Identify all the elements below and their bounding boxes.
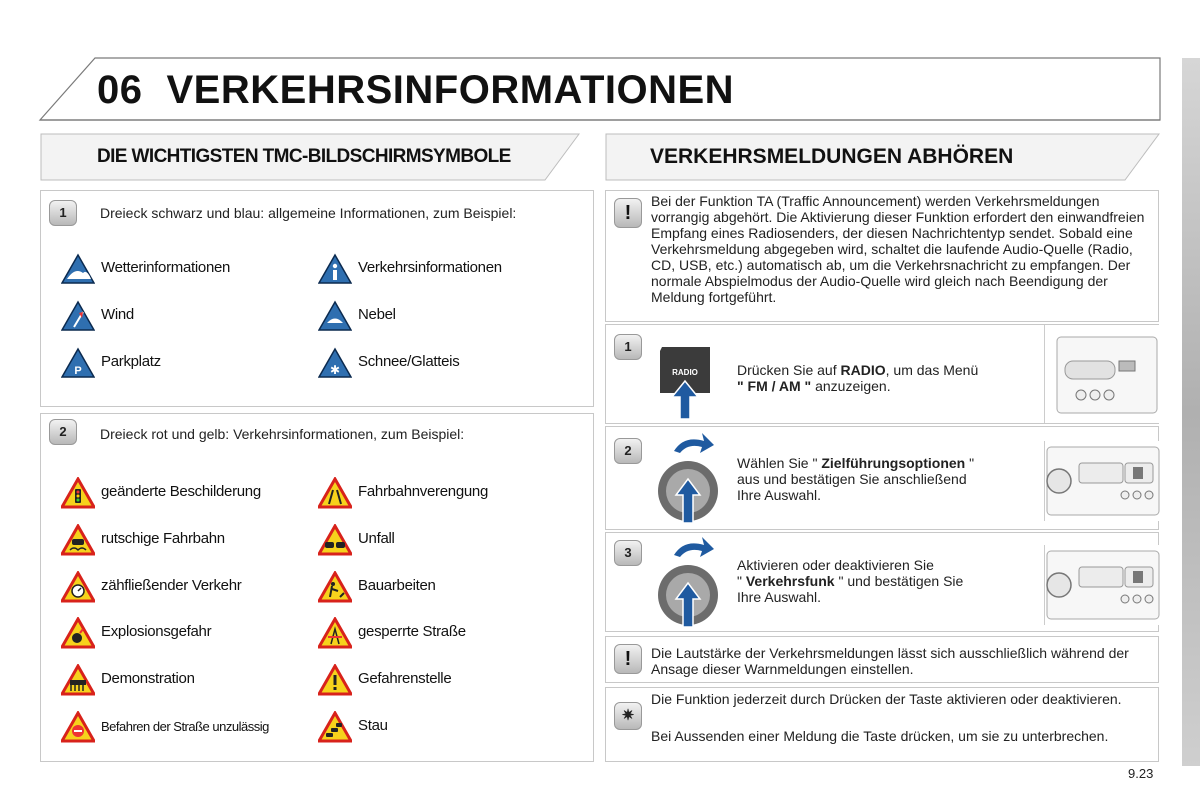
symbol-traffic-jam bbox=[318, 711, 568, 743]
no-entry-icon bbox=[61, 711, 95, 743]
symbol-danger bbox=[318, 664, 568, 696]
page-number: 9.23 bbox=[1128, 766, 1154, 781]
symbol-weather bbox=[61, 253, 301, 285]
slow-traffic-icon bbox=[61, 571, 95, 603]
red-symbols-box bbox=[40, 413, 594, 762]
step-3-text-c: " und bestätigen Sie bbox=[834, 573, 964, 589]
right-section-title: VERKEHRSMELDUNGEN ABHÖREN bbox=[650, 145, 1014, 168]
chapter-number: 06 bbox=[97, 68, 143, 112]
symbol-label: zähfließender Verkehr bbox=[101, 577, 242, 594]
rotary-knob-icon[interactable] bbox=[654, 429, 724, 529]
symbol-label: Wetterinformationen bbox=[101, 259, 231, 276]
symbol-label: Explosionsgefahr bbox=[101, 623, 212, 640]
step-1-text-bold: RADIO bbox=[840, 362, 886, 378]
red-symbols-intro: Dreieck rot und gelb: Verkehrsinformationen, zum Beispiel: bbox=[100, 426, 465, 442]
symbol-no-entry bbox=[61, 711, 301, 743]
step-1-text-b: , um das Menü bbox=[885, 362, 979, 378]
radio-panel-image bbox=[1045, 545, 1160, 625]
warning-icon: ! bbox=[614, 644, 642, 674]
symbol-slow-traffic bbox=[61, 571, 301, 603]
roadworks-icon bbox=[318, 571, 352, 603]
traffic-jam-icon bbox=[318, 711, 352, 743]
step-badge-right-3: 3 bbox=[614, 540, 642, 566]
button-tip-note bbox=[605, 687, 1159, 762]
radio-panel-thumbnail-3 bbox=[1044, 545, 1159, 625]
symbol-demonstration bbox=[61, 664, 301, 696]
symbol-explosion bbox=[61, 617, 301, 649]
symbol-label: Verkehrsinformationen bbox=[358, 259, 502, 276]
right-section-header bbox=[605, 133, 1160, 181]
sun-icon: ✷ bbox=[614, 702, 642, 730]
step-1-text bbox=[737, 362, 1037, 394]
blue-symbols-intro: Dreieck schwarz und blau: allgemeine Informationen, zum Beispiel: bbox=[100, 205, 517, 221]
danger-icon bbox=[318, 664, 352, 696]
symbol-slippery bbox=[61, 524, 301, 556]
accident-icon bbox=[318, 524, 352, 556]
button-tip-text-b: Bei Aussenden einer Meldung die Taste drücken, um sie zu unterbrechen. bbox=[651, 728, 1109, 744]
step-2-text-bold: Zielführungsoptionen bbox=[821, 455, 966, 471]
explosion-icon bbox=[61, 617, 95, 649]
radio-panel-image bbox=[1045, 441, 1160, 521]
radio-panel-image bbox=[1045, 325, 1160, 423]
svg-text:P: P bbox=[74, 365, 82, 377]
traffic-light-icon bbox=[61, 477, 95, 509]
snow-icon bbox=[318, 347, 352, 379]
step-1-text-d: anzuzeigen. bbox=[811, 378, 891, 394]
step-2-text-a: Wählen Sie " bbox=[737, 455, 822, 471]
step-2-text-c: aus und bestätigen Sie anschließend bbox=[737, 471, 967, 487]
info-icon bbox=[318, 253, 352, 285]
step-2-text-b: " bbox=[965, 455, 975, 471]
step-3-text-bold: Verkehrsfunk bbox=[745, 573, 835, 589]
symbol-closed-road bbox=[318, 617, 568, 649]
button-tip-text-a: Die Funktion jederzeit durch Drücken der Taste aktivieren oder deaktivieren. bbox=[651, 691, 1122, 707]
step-3-text bbox=[737, 557, 1037, 605]
step-badge-right-2: 2 bbox=[614, 438, 642, 464]
step-1-row bbox=[605, 324, 1159, 424]
symbol-label: Gefahrenstelle bbox=[358, 670, 452, 687]
parking-icon bbox=[61, 347, 95, 379]
radio-button-label: RADIO bbox=[672, 368, 698, 377]
symbol-label: Bauarbeiten bbox=[358, 577, 436, 594]
rotary-knob-icon[interactable] bbox=[654, 533, 724, 633]
step-1-text-c: " FM / AM " bbox=[737, 378, 812, 394]
ta-info-text: Bei der Funktion TA (Traffic Announcement) werden Verkehrsmeldungen vorrangig abgehört. Die Aktivierung dieser Funktion erfordert den einwandfreien Empfang eines Radiosenders, der diesen Nachrichtentyp sendet. Sobald eine Verkehrsmeldung abgegeben wird, schaltet die laufende Audio-Quelle (Radio, CD, USB, etc.) automatisch ab, um die Verkehrsnachricht zu empfangen. Der normale Abspielmodus der Audio-Quelle wird gleich nach Beendigung der Meldung fortgeführt. bbox=[651, 193, 1145, 305]
symbol-traffic-info bbox=[318, 253, 568, 285]
page-title bbox=[97, 68, 734, 113]
symbol-label: Demonstration bbox=[101, 670, 195, 687]
step-badge-right-1: 1 bbox=[614, 334, 642, 360]
left-section-title: DIE WICHTIGSTEN TMC-BILDSCHIRMSYMBOLE bbox=[97, 146, 511, 167]
symbol-label: Schnee/Glatteis bbox=[358, 353, 460, 370]
symbol-label: gesperrte Straße bbox=[358, 623, 466, 640]
volume-note bbox=[605, 636, 1159, 683]
radio-button-icon[interactable] bbox=[656, 343, 716, 423]
slippery-road-icon bbox=[61, 524, 95, 556]
symbol-label: Stau bbox=[358, 717, 388, 734]
step-1-text-a: Drücken Sie auf bbox=[737, 362, 841, 378]
svg-text:✱: ✱ bbox=[329, 363, 341, 377]
symbol-label: Nebel bbox=[358, 306, 396, 323]
step-2-row bbox=[605, 426, 1159, 530]
step-3-text-a: Aktivieren oder deaktivieren Sie bbox=[737, 557, 934, 573]
title-banner bbox=[0, 0, 1170, 125]
symbol-roadworks bbox=[318, 571, 568, 603]
symbol-label: Befahren der Straße unzulässig bbox=[101, 719, 269, 734]
radio-panel-thumbnail-1 bbox=[1044, 325, 1159, 423]
symbol-label: Wind bbox=[101, 306, 134, 323]
step-2-text bbox=[737, 455, 1037, 503]
symbol-accident bbox=[318, 524, 568, 556]
radio-panel-thumbnail-2 bbox=[1044, 441, 1159, 521]
step-badge-2: 2 bbox=[49, 419, 77, 445]
step-2-text-d: Ihre Auswahl. bbox=[737, 487, 822, 503]
fog-icon bbox=[318, 300, 352, 332]
step-3-row bbox=[605, 532, 1159, 632]
symbol-label: rutschige Fahrbahn bbox=[101, 530, 225, 547]
left-section-header bbox=[40, 133, 580, 181]
weather-icon bbox=[61, 253, 95, 285]
closed-road-icon bbox=[318, 617, 352, 649]
step-3-text-d: Ihre Auswahl. bbox=[737, 589, 822, 605]
step-3-text-b: " bbox=[737, 573, 746, 589]
road-narrows-icon bbox=[318, 477, 352, 509]
warning-icon: ! bbox=[614, 198, 642, 228]
volume-note-text: Die Lautstärke der Verkehrsmeldungen lässt sich ausschließlich während der Ansage dieser Warnmeldungen einstellen. bbox=[651, 645, 1129, 677]
chapter-title: VERKEHRSINFORMATIONEN bbox=[166, 68, 735, 112]
symbol-label: Fahrbahnverengung bbox=[358, 483, 489, 500]
symbol-parking bbox=[61, 347, 301, 379]
symbol-road-narrows bbox=[318, 477, 568, 509]
side-tab-stripe bbox=[1182, 58, 1200, 766]
symbol-fog bbox=[318, 300, 568, 332]
symbol-wind bbox=[61, 300, 301, 332]
wind-icon bbox=[61, 300, 95, 332]
symbol-snow bbox=[318, 347, 568, 379]
blue-symbols-box bbox=[40, 190, 594, 407]
ta-info-note bbox=[605, 190, 1159, 322]
symbol-label: geänderte Beschilderung bbox=[101, 483, 261, 500]
demonstration-icon bbox=[61, 664, 95, 696]
symbol-changed-signs bbox=[61, 477, 301, 509]
symbol-label: Parkplatz bbox=[101, 353, 161, 370]
step-badge-1: 1 bbox=[49, 200, 77, 226]
symbol-label: Unfall bbox=[358, 530, 395, 547]
